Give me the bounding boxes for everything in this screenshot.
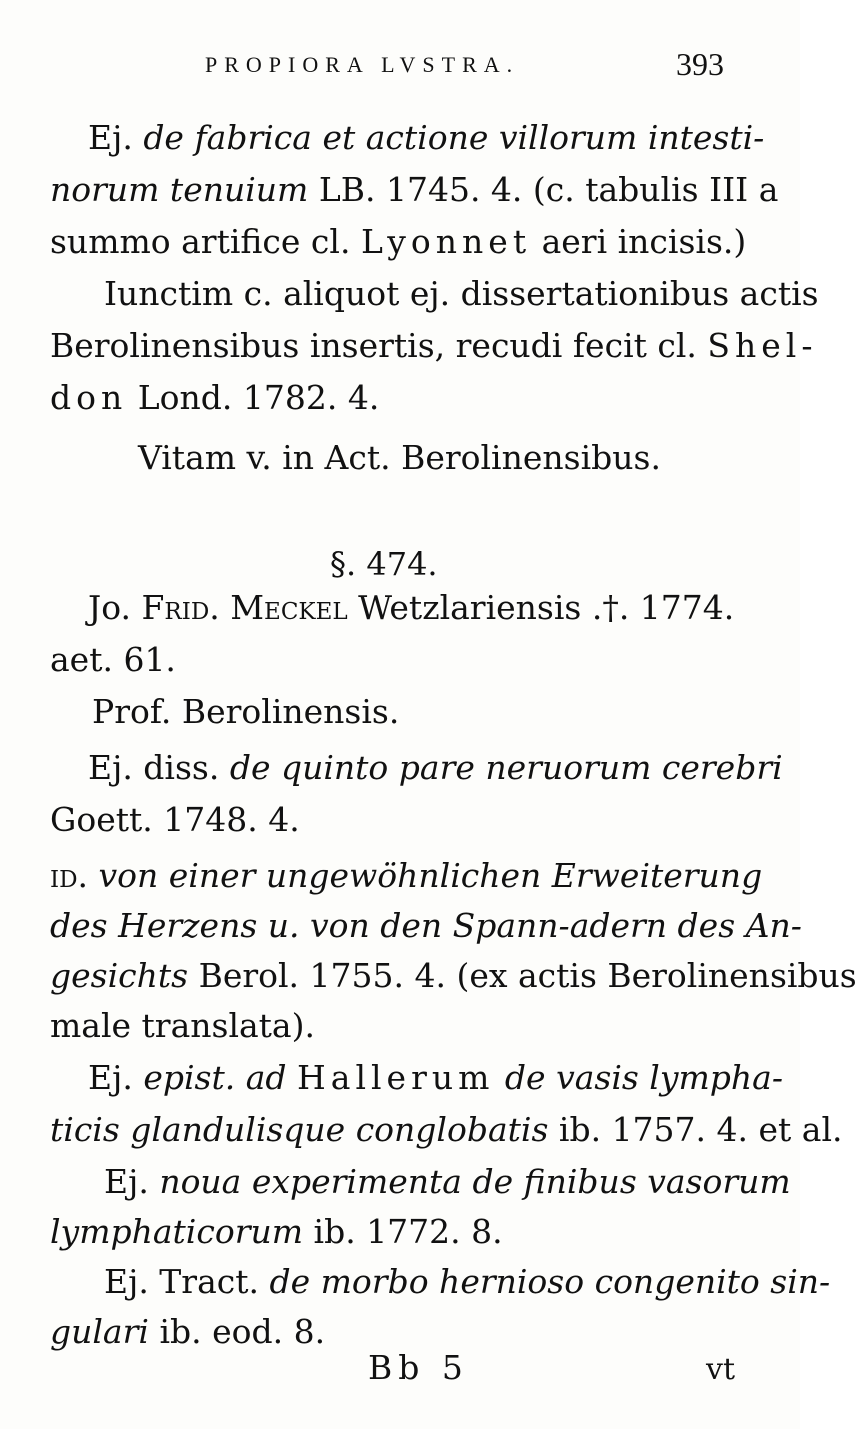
title-italic: des Herzens u. von den Spann-adern des An-	[50, 906, 802, 945]
text-line-4: Iunctim c. aliquot ej. dissertationibus actis	[104, 274, 819, 313]
title-italic: gesichts	[50, 956, 189, 995]
catchword: vt	[706, 1352, 736, 1387]
author-ref: Ej.	[88, 118, 133, 157]
title-italic: gulari	[50, 1312, 149, 1351]
text-line-11: Ej. diss. de quinto pare neruorum cerebri	[88, 748, 783, 787]
title-italic: norum tenuium	[50, 170, 309, 209]
author-name: Frid. Meckel	[141, 588, 348, 627]
text-line-14	[50, 906, 802, 946]
spaced-name: Shel-	[707, 326, 818, 365]
text-line-21: Ej. Tract. de morbo hernioso congenito sin-	[104, 1262, 831, 1301]
section-heading: §. 474.	[330, 545, 438, 583]
text-line-7: Vitam v. in Act. Berolinensibus.	[138, 438, 661, 477]
text-line-2	[50, 170, 778, 210]
idem-abbrev: id.	[50, 856, 89, 895]
text-line-15: gesichts Berol. 1755. 4. (ex actis Berolinensibus	[50, 956, 857, 995]
spaced-name: don	[50, 378, 128, 417]
title-italic: von einer ungewöhnlichen Erweiterung	[98, 856, 763, 895]
text-line-20: lymphaticorum ib. 1772. 8.	[50, 1212, 503, 1251]
text-line-3: summo artifice cl. Lyonnet aeri incisis.)	[50, 222, 747, 261]
text-line-13	[50, 856, 762, 896]
text-line-9: aet. 61.	[50, 640, 176, 679]
text-line-6: don Lond. 1782. 4.	[50, 378, 380, 417]
text-line-19: Ej. noua experimenta de finibus vasorum	[104, 1162, 791, 1201]
page-number: 393	[676, 46, 724, 82]
spaced-name: Lyonnet	[360, 222, 532, 261]
running-title: PROPIORA LVSTRA.	[205, 52, 520, 77]
imprint: LB. 1745. 4. (c. tabulis III a	[318, 170, 779, 209]
title-italic: de fabrica et actione villorum intesti-	[143, 118, 765, 157]
title-italic: noua experimenta de finibus vasorum	[159, 1162, 791, 1201]
title-italic: de morbo hernioso congenito sin-	[269, 1262, 831, 1301]
text-line-10: Prof. Berolinensis.	[92, 692, 400, 731]
text-line-17: Ej. epist. ad Hallerum de vasis lympha-	[88, 1058, 783, 1097]
spaced-name: Hallerum	[297, 1058, 495, 1097]
text-line-5: Berolinensibus insertis, recudi fecit cl. Shel-	[50, 326, 818, 365]
text-line-22: gulari ib. eod. 8.	[50, 1312, 326, 1351]
signature-mark: Bb 5	[368, 1348, 469, 1387]
text-line-1	[88, 118, 764, 158]
text-line-18: ticis glandulisque conglobatis ib. 1757. 4. et al.	[50, 1110, 843, 1149]
text-line-16: male translata).	[50, 1006, 315, 1045]
text-line-8: Jo. Frid. Meckel Wetzlariensis .†. 1774.	[88, 588, 735, 627]
title-italic: ticis glandulisque conglobatis	[50, 1110, 549, 1149]
title-italic: lymphaticorum	[50, 1212, 304, 1251]
text-line-12: Goett. 1748. 4.	[50, 800, 300, 839]
title-italic: de quinto pare neruorum cerebri	[229, 748, 783, 787]
